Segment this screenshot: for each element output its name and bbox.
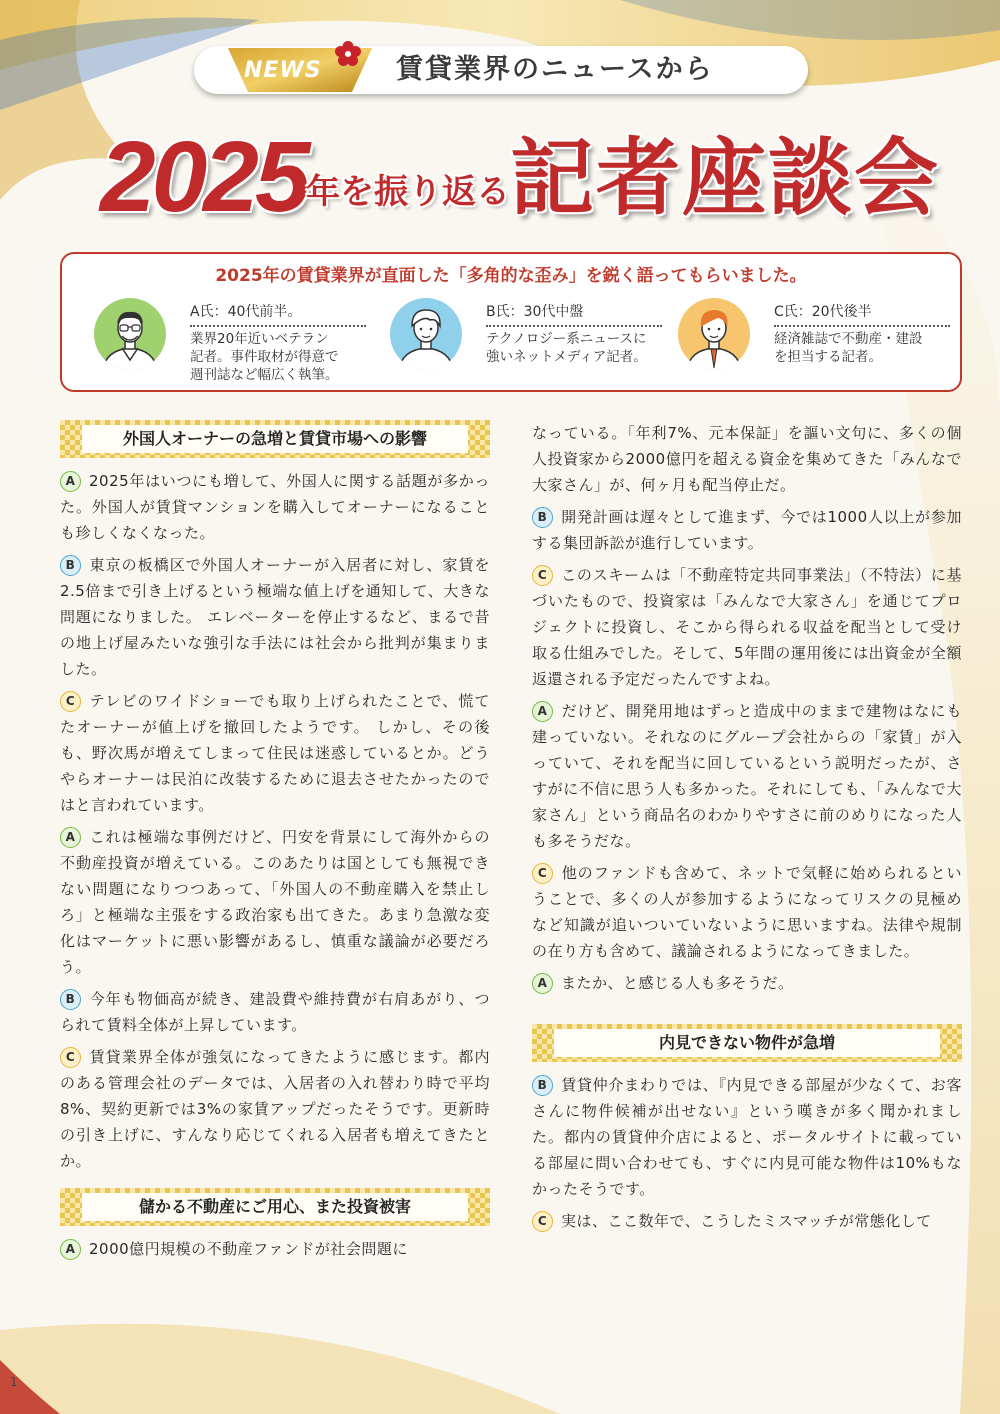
description-line: 記者。事件取材が得意で xyxy=(190,349,339,365)
speech-text: またか、と感じる人も多そうだ。 xyxy=(561,974,794,992)
person-b xyxy=(390,298,680,384)
speech-text: 賃貸業界全体が強気になってきたように感じます。都内のある管理会社のデータでは、入居者の入れ替わり時で平均8%、契約更新では3%の家賃アップだったそうです。更新時の引き上げに、すんなり応じてくれる入居者も増えてきたとか。 xyxy=(60,1048,490,1170)
description-line: 経済雑誌で不動産・建設 xyxy=(774,331,923,347)
speaker-a-badge: A xyxy=(60,471,81,492)
page-number: 1 xyxy=(10,1375,18,1389)
news-label: NEWS xyxy=(244,58,322,83)
speech xyxy=(532,562,962,692)
speaker-b-badge: B xyxy=(532,507,553,528)
speech-text: 賃貸仲介まわりでは、『内見できる部屋が少なくて、お客さんに物件候補が出せない』という嘆きが多く聞かれました。都内の賃貸仲介店によると、ポータルサイトに載っている部屋に問い合わせても、すぐに内見可能な物件は10%もなかったそうです。 xyxy=(532,1076,962,1198)
speech xyxy=(532,504,962,556)
speech-text: 実は、ここ数年で、こうしたミスマッチが常態化して xyxy=(561,1212,932,1230)
person-b-name: B氏：30代中盤 xyxy=(486,304,584,320)
speaker-b-badge: B xyxy=(60,989,81,1010)
speech-text: このスキームは「不動産特定共同事業法」（不特法）に基づいたもので、投資家は「みんなで大家さん」を通じてプロジェクトに投資し、そこから得られる収益を配当として受け取る仕組みでした。そして、5年間の運用後には出資金が全額返還される予定だったんですよね。 xyxy=(532,566,962,688)
speaker-c-badge: C xyxy=(60,1047,81,1068)
speaker-c-badge: C xyxy=(532,565,553,586)
speech-text: これは極端な事例だけど、円安を背景にして海外からの不動産投資が増えている。このあたりは国としても無視できない問題になりつつあって、「外国人の不動産購入を禁止しろ」と極端な主張をする政治家も出てきた。あまり急激な変化はマーケットに悪い影響があるし、慎重な議論が必要だろう。 xyxy=(60,828,490,976)
person-c-description xyxy=(774,330,954,386)
person-c xyxy=(678,298,958,384)
speech-text: 他のファンドも含めて、ネットで気軽に始められるということで、多くの人が参加するようになってリスクの見極めなど知識が追いついていないように思いますね。法律や規制の在り方も含めて、議論されるようになってきました。 xyxy=(532,864,962,960)
speech xyxy=(60,824,490,980)
speech xyxy=(60,688,490,818)
speech xyxy=(60,1044,490,1174)
speech-text: 開発計画は遅々として進まず、今では1000人以上が参加する集団訴訟が進行しています。 xyxy=(532,508,962,552)
title-main-text: 記者座談会 xyxy=(510,128,941,227)
speech xyxy=(532,1072,962,1202)
divider xyxy=(190,325,366,327)
speaker-c-badge: C xyxy=(532,863,553,884)
speech xyxy=(532,1208,962,1234)
divider xyxy=(486,325,662,327)
person-b-description xyxy=(486,330,666,386)
speaker-c-badge: C xyxy=(532,1211,553,1232)
right-column xyxy=(532,420,962,1240)
person-c-name: C氏：20代後半 xyxy=(774,304,872,320)
speaker-a-badge: A xyxy=(532,973,553,994)
speech xyxy=(60,468,490,546)
divider xyxy=(774,325,950,327)
description-line: テクノロジー系ニュースに xyxy=(486,331,647,347)
description-line: を担当する記者。 xyxy=(774,349,882,365)
person-c-avatar-icon xyxy=(678,298,750,370)
speech-text: 東京の板橋区で外国人オーナーが入居者に対し、家賃を2.5倍まで引き上げるという極端な値上げを通知して、大きな問題になりました。 エレベーターを停止するなど、まるで昔の地上げ屋みたいな強引な手法には社会から批判が集まりました。 xyxy=(60,556,490,678)
plum-flower-icon xyxy=(334,40,362,68)
section-heading xyxy=(60,1188,490,1226)
speaker-a-badge: A xyxy=(532,701,553,722)
section-heading-text: 外国人オーナーの急増と賃貸市場への影響 xyxy=(82,425,468,453)
speech xyxy=(60,986,490,1038)
speech-text: 2000億円規模の不動産ファンドが社会問題に xyxy=(89,1240,408,1258)
left-column xyxy=(60,420,490,1268)
title-subtext: 年を振り返る xyxy=(306,172,510,212)
speaker-b-badge: B xyxy=(60,555,81,576)
description-line: 業界20年近いベテラン xyxy=(190,331,329,347)
intro-text: 2025年の賃貸業界が直面した「多角的な歪み」を鋭く語ってもらいました。 xyxy=(215,266,807,286)
section-heading xyxy=(60,420,490,458)
description-line: 強いネットメディア記者。 xyxy=(486,349,647,365)
title-year: 2025 xyxy=(100,121,307,233)
speech-text: テレビのワイドショーでも取り上げられたことで、慌てたオーナーが値上げを撤回したようです。 しかし、その後も、野次馬が増えてしまって住民は迷惑しているとか。どうやらオーナーは民泊に改装するために退去させたかったのではと言われています。 xyxy=(60,692,490,814)
speech xyxy=(532,860,962,964)
section-heading-text: 儲かる不動産にご用心、また投資被害 xyxy=(82,1193,468,1221)
speech-text: なっている。「年利7%、元本保証」を謳い文句に、多くの個人投資家から2000億円を超える資金を集めてきた「みんなで大家さん」が、何ヶ月も配当停止だ。 xyxy=(532,424,962,494)
description-line: 週刊誌など幅広く執筆。 xyxy=(190,367,339,383)
person-a-description xyxy=(190,330,370,386)
speech xyxy=(532,698,962,854)
speech xyxy=(532,970,962,996)
person-a-avatar-icon xyxy=(94,298,166,370)
speaker-b-badge: B xyxy=(532,1075,553,1096)
person-a-name: A氏：40代前半。 xyxy=(190,304,302,320)
speaker-a-badge: A xyxy=(60,827,81,848)
section-heading xyxy=(532,1024,962,1062)
person-b-avatar-icon xyxy=(390,298,462,370)
speech xyxy=(60,1236,490,1262)
speech-continuation xyxy=(532,420,962,498)
person-a xyxy=(94,298,384,384)
intro-box xyxy=(60,252,962,392)
speaker-a-badge: A xyxy=(60,1239,81,1260)
speaker-c-badge: C xyxy=(60,691,81,712)
speech xyxy=(60,552,490,682)
speech-text: 今年も物価高が続き、建設費や維持費が右肩あがり、つられて賃料全体が上昇しています。 xyxy=(60,990,490,1034)
news-title: 賃貸業界のニュースから xyxy=(396,54,714,85)
speech-text: 2025年はいつにも増して、外国人に関する話題が多かった。外国人が賃貸マンションを購入してオーナーになることも珍しくなくなった。 xyxy=(60,472,490,542)
speech-text: だけど、開発用地はずっと造成中のままで建物はなにも建っていない。それなのにグループ会社からの「家賃」が入っていて、それを配当に回しているという説明だったが、さすがに不信に思う人も多かった。それにしても、「みんなで大家さん」という商品名のわかりやすさに前のめりになった人も多そうだな。 xyxy=(532,702,962,850)
section-heading-text: 内見できない物件が急増 xyxy=(554,1029,940,1057)
main-title xyxy=(100,122,960,242)
